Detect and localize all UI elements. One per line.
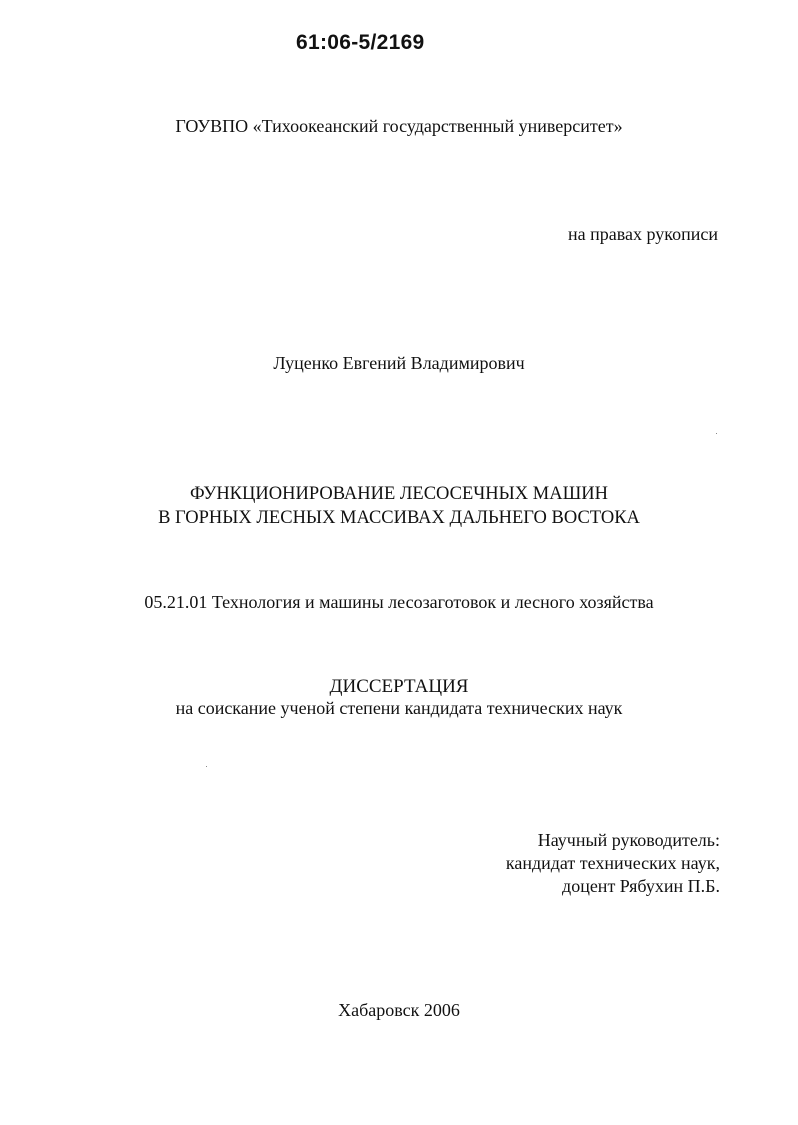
title-line-2: В ГОРНЫХ ЛЕСНЫХ МАССИВАХ ДАЛЬНЕГО ВОСТОКА	[158, 508, 640, 528]
scan-speck	[716, 433, 717, 434]
advisor-line-3: доцент Рябухин П.Б.	[562, 876, 720, 896]
scan-speck	[206, 766, 207, 767]
dissertation-title	[0, 482, 798, 530]
scientific-advisor	[506, 829, 720, 898]
dissertation-subtitle: на соискание ученой степени кандидата технических наук	[175, 698, 623, 718]
library-stamp-number: 61:06-5/2169	[296, 31, 425, 54]
manuscript-rights-note: на правах рукописи	[568, 224, 718, 244]
title-line-1: ФУНКЦИОНИРОВАНИЕ ЛЕСОСЕЧНЫХ МАШИН	[190, 484, 608, 504]
dissertation-label: ДИССЕРТАЦИЯ	[329, 676, 469, 697]
advisor-line-2: кандидат технических наук,	[505, 853, 720, 873]
specialty-code: 05.21.01 Технология и машины лесозаготовок и лесного хозяйства	[144, 592, 654, 612]
institution-name: ГОУВПО «Тихоокеанский государственный университет»	[175, 116, 623, 136]
author-name: Луценко Евгений Владимирович	[273, 353, 525, 373]
city-year: Хабаровск 2006	[338, 1000, 460, 1020]
advisor-line-1: Научный руководитель:	[537, 830, 720, 850]
